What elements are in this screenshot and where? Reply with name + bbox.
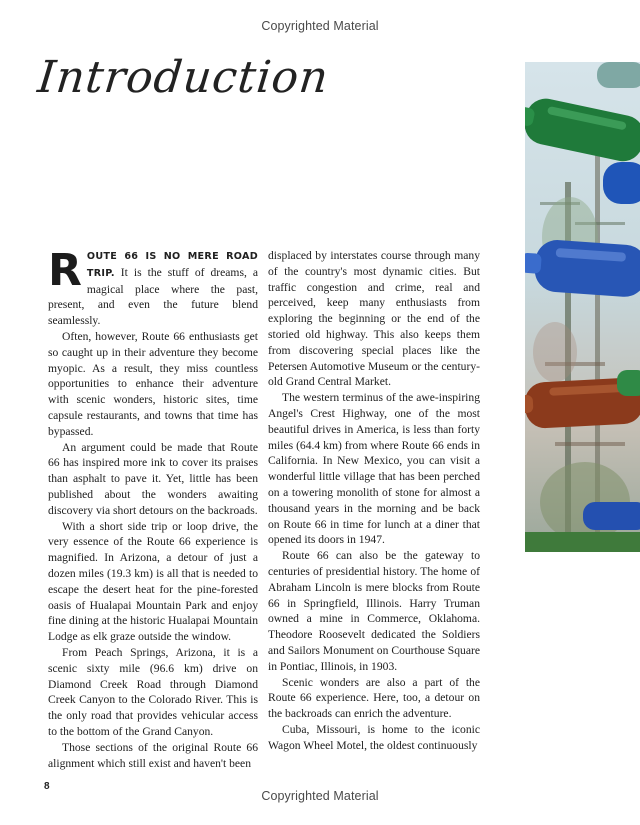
paragraph: From Peach Springs, Arizona, it is a scenic sixty mile (96.6 km) drive on Diamond Creek Road through Diamond Creek Canyon to the Colorado River. This is the only road that provides vehicular access to the bottom of the Grand Canyon.	[48, 645, 258, 738]
paragraph: Cuba, Missouri, is home to the iconic Wagon Wheel Motel, the oldest continuously	[268, 722, 480, 752]
bottle-tree-photo	[525, 62, 640, 552]
paragraph-text: It is the stuff of dreams, a magical place where the past, present, and even the future blend seamlessly.	[48, 265, 258, 328]
paragraph: displaced by interstates course through many of the country's most dynamic cities. But traffic congestion and crime, real and perceived, keep many enthusiasts from exploring the beginning or the end of the storied old highway. This also keeps them from discovering special places like the Petersen Automotive Museum or the century-old Grand Central Market.	[268, 249, 480, 389]
chapter-title: Introduction	[35, 52, 332, 103]
paragraph: With a short side trip or loop drive, the very essence of the Route 66 experience is magnified. In Arizona, a detour of just a dozen miles (19.3 km) is all that is needed to escape the desert heat for the pine-forested oasis of Hualapai Mountain Park and enjoy fine dining at the historic Hualapai Mountain Lodge as elk graze outside the window.	[48, 519, 258, 644]
copyright-watermark-top: Copyrighted Material	[261, 19, 379, 33]
copyright-watermark-bottom: Copyrighted Material	[261, 789, 379, 803]
paragraph: Often, however, Route 66 enthusiasts get so caught up in their adventure they become myopic. As a result, they miss countless opportunities to enhance their adventure with scenic wonders, historic sites, time capsule restaurants, and towns that time has bypassed.	[48, 329, 258, 438]
text-column-right	[268, 248, 480, 754]
paragraph: An argument could be made that Route 66 has inspired more ink to cover its praises than asphalt to pave it. Yet, little has been published about the wonders awaiting discovery via short detours on the backroads.	[48, 440, 258, 517]
paragraph: Route 66 can also be the gateway to centuries of presidential history. The home of Abraham Lincoln is mere blocks from Route 66 in Springfield, Illinois. Harry Truman owned a mine in Commerce, Oklahoma. Theodore Roosevelt dedicated the Soldiers and Sailors Monument on Courthouse Square in Pontiac, Illinois, in 1903.	[268, 549, 480, 673]
drop-cap: R	[48, 245, 82, 296]
paragraph: Those sections of the original Route 66 alignment which still exist and haven't been	[48, 740, 258, 770]
paragraph	[48, 245, 258, 329]
lead-in: OUTE 66 IS NO MERE ROAD TRIP.	[86, 251, 258, 279]
text-column-left	[48, 245, 258, 771]
paragraph: The western terminus of the awe-inspiring Angel's Crest Highway, one of the most beautiful drives in America, is less than forty miles (64.4 km) from where Route 66 ends in California. In New Mexico, you can visit a wonderful little village that has been perched on a towering monolith of stone for almost a thousand years in the morning and be back on Route 66 in time for lunch at a diner that opened its doors in 1947.	[268, 391, 480, 547]
page-number: 8	[44, 781, 50, 792]
paragraph: Scenic wonders are also a part of the Route 66 experience. Here, too, a detour on the backroads can enrich the adventure.	[268, 675, 480, 721]
